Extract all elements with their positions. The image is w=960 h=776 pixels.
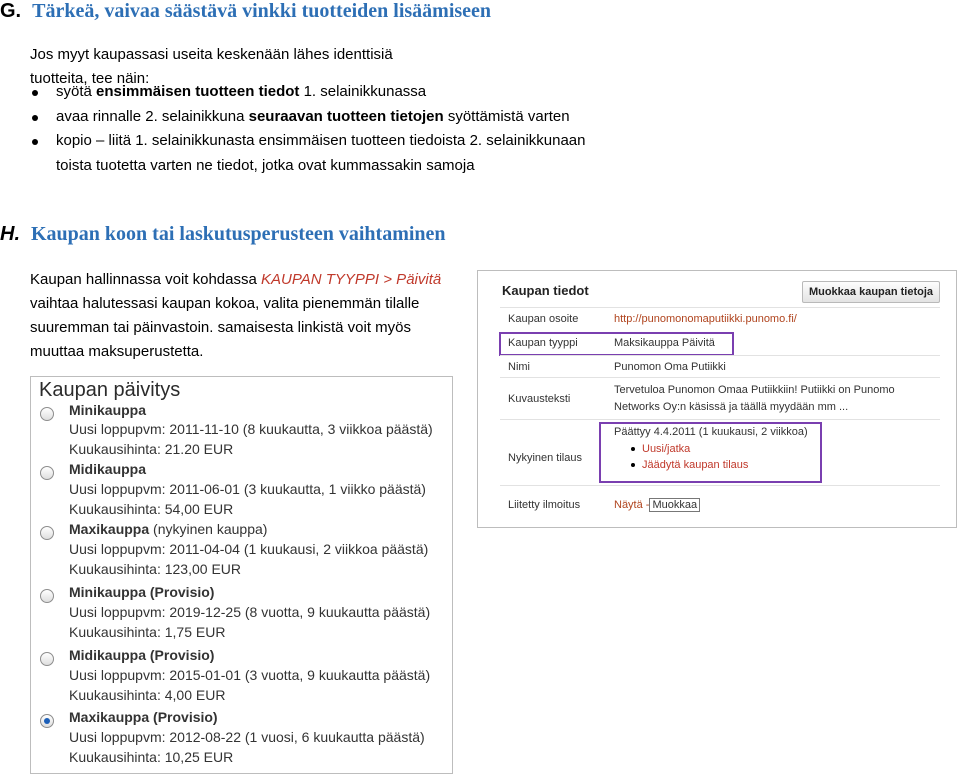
bullet-icon bbox=[32, 139, 38, 145]
current-plan-label: (nykyinen kauppa) bbox=[149, 521, 268, 537]
bullet-icon bbox=[32, 90, 38, 96]
section-g-title: Tärkeä, vaivaa säästävä vinkki tuotteiden lisäämiseen bbox=[32, 0, 492, 22]
description-line-1: Tervetuloa Punomon Omaa Putiikkiin! Putiikki on Punomo bbox=[614, 384, 895, 396]
plan-radio[interactable] bbox=[40, 407, 54, 421]
notify-value bbox=[614, 497, 700, 514]
address-link[interactable]: http://punomonomaputiikki.punomo.fi/ bbox=[614, 313, 797, 325]
plan-radio-selected[interactable] bbox=[40, 714, 54, 728]
bullet-icon bbox=[631, 447, 635, 451]
bullet-icon bbox=[631, 463, 635, 467]
order-actions bbox=[630, 441, 748, 473]
address-label: Kaupan osoite bbox=[508, 313, 579, 325]
section-g-heading bbox=[0, 0, 491, 23]
shop-info-panel bbox=[477, 270, 957, 528]
notify-label: Liitetty ilmoitus bbox=[508, 499, 581, 511]
order-label: Nykyinen tilaus bbox=[508, 452, 582, 464]
intro-line-1: Jos myyt kaupassasi useita keskenään lähes identtisiä bbox=[30, 46, 393, 63]
shop-update-panel: Kaupan päivitys Minikauppa Uusi loppupvm: 2011-11-10 (8 kuukautta, 3 viikkoa päästä) Kuukausihinta: 21.20 EUR Midikauppa Uusi loppupvm: 2011-06-01 (3 kuukautta, 1 viikko päästä) Kuukausihinta: 54,00 EUR Maxikauppa (nykyinen kauppa) Uusi loppupvm: 2011-04-04 (1 kuukausi, 2 viikkoa päästä) Kuukausihinta: 123,00 EUR Minikauppa (Provisio) Uusi loppupvm: 2019-12-25 (8 vuotta, 9 kuukautta päästä) Kuukausihinta: 1,75 EUR Midikauppa (Provisio) Uusi loppupvm: 2015-01-01 (3 vuotta, 9 kuukautta päästä) Kuukausihinta: 4,00 EUR Maxikauppa (Provisio) Uusi loppupvm: 2012-08-22 (1 vuosi, 6 kuukautta päästä) Kuukausihinta: 10,25 EUR bbox=[30, 376, 453, 774]
type-label: Kaupan tyyppi bbox=[508, 337, 578, 349]
menu-path-keyword: KAUPAN TYYPPI > Päivitä bbox=[261, 271, 442, 288]
list-item: kopio – liitä 1. selainikkunasta ensimmäisen tuotteen tiedoista 2. selainikkunaan bbox=[30, 129, 670, 154]
plan-radio[interactable] bbox=[40, 466, 54, 480]
section-h-number: H. bbox=[0, 223, 20, 245]
plan-radio[interactable] bbox=[40, 526, 54, 540]
edit-shop-info-button[interactable]: Muokkaa kaupan tietoja bbox=[802, 281, 940, 303]
notify-edit-button[interactable]: Muokkaa bbox=[649, 498, 700, 512]
list-item: avaa rinnalle 2. selainikkuna seuraavan tuotteen tietojen syöttämistä varten bbox=[30, 105, 670, 130]
description-label: Kuvausteksti bbox=[508, 393, 571, 405]
intro-line-2: tuotteita, tee näin: bbox=[30, 70, 150, 87]
section-h-title: Kaupan koon tai laskutusperusteen vaihtaminen bbox=[31, 223, 446, 245]
order-ends: Päättyy 4.4.2011 (1 kuukausi, 2 viikkoa) bbox=[614, 426, 808, 438]
divider bbox=[500, 355, 940, 356]
type-value[interactable]: Maksikauppa Päivitä bbox=[614, 337, 715, 349]
bullet-icon bbox=[32, 115, 38, 121]
name-label: Nimi bbox=[508, 361, 530, 373]
section-h-heading bbox=[0, 223, 446, 246]
plan-radio[interactable] bbox=[40, 652, 54, 666]
list-item-continuation: toista tuotetta varten ne tiedot, jotka ovat kummassakin samoja bbox=[56, 156, 475, 174]
divider bbox=[500, 377, 940, 378]
plan-radio[interactable] bbox=[40, 589, 54, 603]
tip-bullet-list bbox=[30, 80, 670, 178]
divider bbox=[500, 485, 940, 486]
freeze-order-link[interactable]: Jäädytä kaupan tilaus bbox=[630, 457, 748, 473]
description-line-2: Networks Oy:n käsissä ja täällä myydään mm ... bbox=[614, 401, 849, 413]
name-value: Punomon Oma Putiikki bbox=[614, 361, 726, 373]
shop-info-title: Kaupan tiedot bbox=[502, 283, 589, 298]
renew-link[interactable]: Uusi/jatka bbox=[630, 441, 748, 457]
divider bbox=[500, 307, 940, 308]
list-item: syötä ensimmäisen tuotteen tiedot 1. selainikkunassa bbox=[30, 80, 670, 105]
section-h-paragraph: Kaupan hallinnassa voit kohdassa KAUPAN TYYPPI > Päivitä vaihtaa halutessasi kaupan kokoa, valita pienemmän tilalle suuremman tai päinvastoin. samaisesta linkistä voit myös muuttaa maksuperustetta. bbox=[30, 271, 442, 360]
divider bbox=[500, 419, 940, 420]
shop-update-title: Kaupan päivitys bbox=[39, 379, 181, 401]
section-g-number: G. bbox=[0, 0, 22, 22]
notify-show-link[interactable]: Näytä - bbox=[614, 499, 650, 511]
